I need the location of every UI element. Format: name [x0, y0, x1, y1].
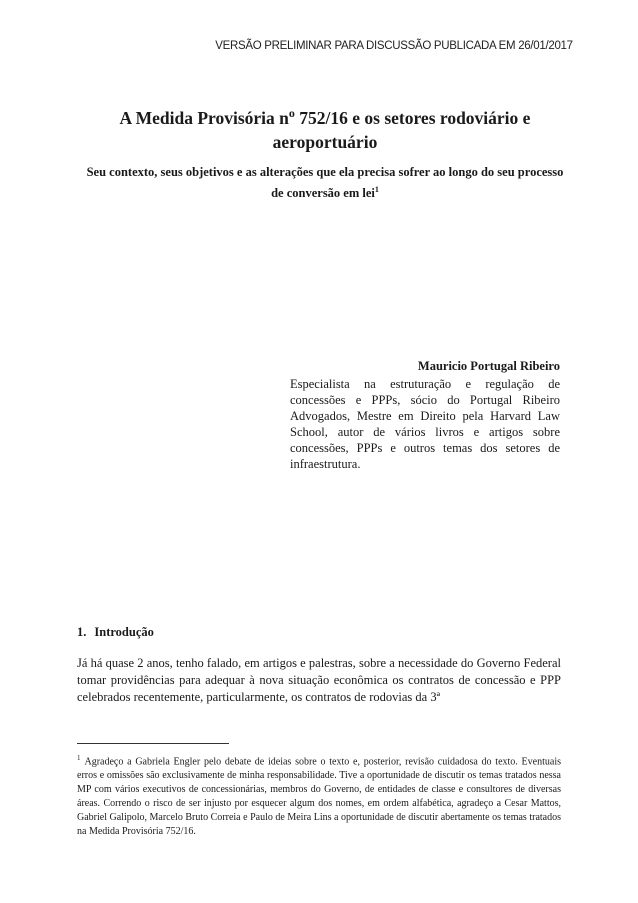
subtitle-text: Seu contexto, seus objetivos e as alterações que ela precisa sofrer ao longo do seu processo de conversão em lei [86, 165, 564, 201]
body-paragraph: Já há quase 2 anos, tenho falado, em artigos e palestras, sobre a necessidade do Governo Federal tomar providências para adequar à nova situação econômica os contratos de concessão e PPP celebrados recentemente, particularmente, os contratos de rodovias da 3ª [77, 656, 561, 704]
section-heading [77, 625, 154, 640]
document-title [90, 101, 560, 154]
footnote [77, 751, 561, 839]
draft-version-header: VERSÃO PRELIMINAR PARA DISCUSSÃO PUBLICADA EM 26/01/2017 [215, 40, 573, 52]
section-number: 1. [77, 625, 87, 639]
subtitle-footnote-ref: 1 [374, 185, 379, 194]
author-bio: Especialista na estruturação e regulação de concessões e PPPs, sócio do Portugal Ribeiro Advogados, Mestre em Direito pela Harvard Law School, autor de vários livros e artigos sobre concessões, PPPs e outros temas dos setores de infraestrutura. [290, 377, 560, 471]
title-text-part2: 752/16 e os setores rodoviário e aeroportuário [272, 107, 531, 152]
author-name: Mauricio Portugal Ribeiro [417, 359, 560, 373]
footnote-divider [77, 743, 229, 744]
footnote-marker: 1 [77, 754, 81, 762]
title-ordinal-superscript: o [288, 106, 295, 120]
document-subtitle [80, 163, 570, 202]
title-text-part1: A Medida Provisória n [119, 107, 289, 128]
footnote-text: Agradeço a Gabriela Engler pelo debate de ideias sobre o texto e, posterior, revisão cuidadosa do texto. Eventuais erros e omissões são exclusivamente de minha responsabilidade. Tive a oportunidade de discutir os temas tratados nessa MP com vários executivos de concessionárias, membros do Governo, de entidades de classe e consultores de diversas áreas. Correndo o risco de ser injusto por esquecer algum dos nomes, em ordem alfabética, agradeço a Cesar Mattos, Gabriel Galipolo, Marcelo Bruto Correia e Paulo de Meira Lins a oportunidade de discutir abertamente os temas tratados na Medida Provisória 752/16. [77, 756, 561, 838]
section-title: Introdução [94, 625, 154, 639]
author-block [290, 358, 560, 472]
